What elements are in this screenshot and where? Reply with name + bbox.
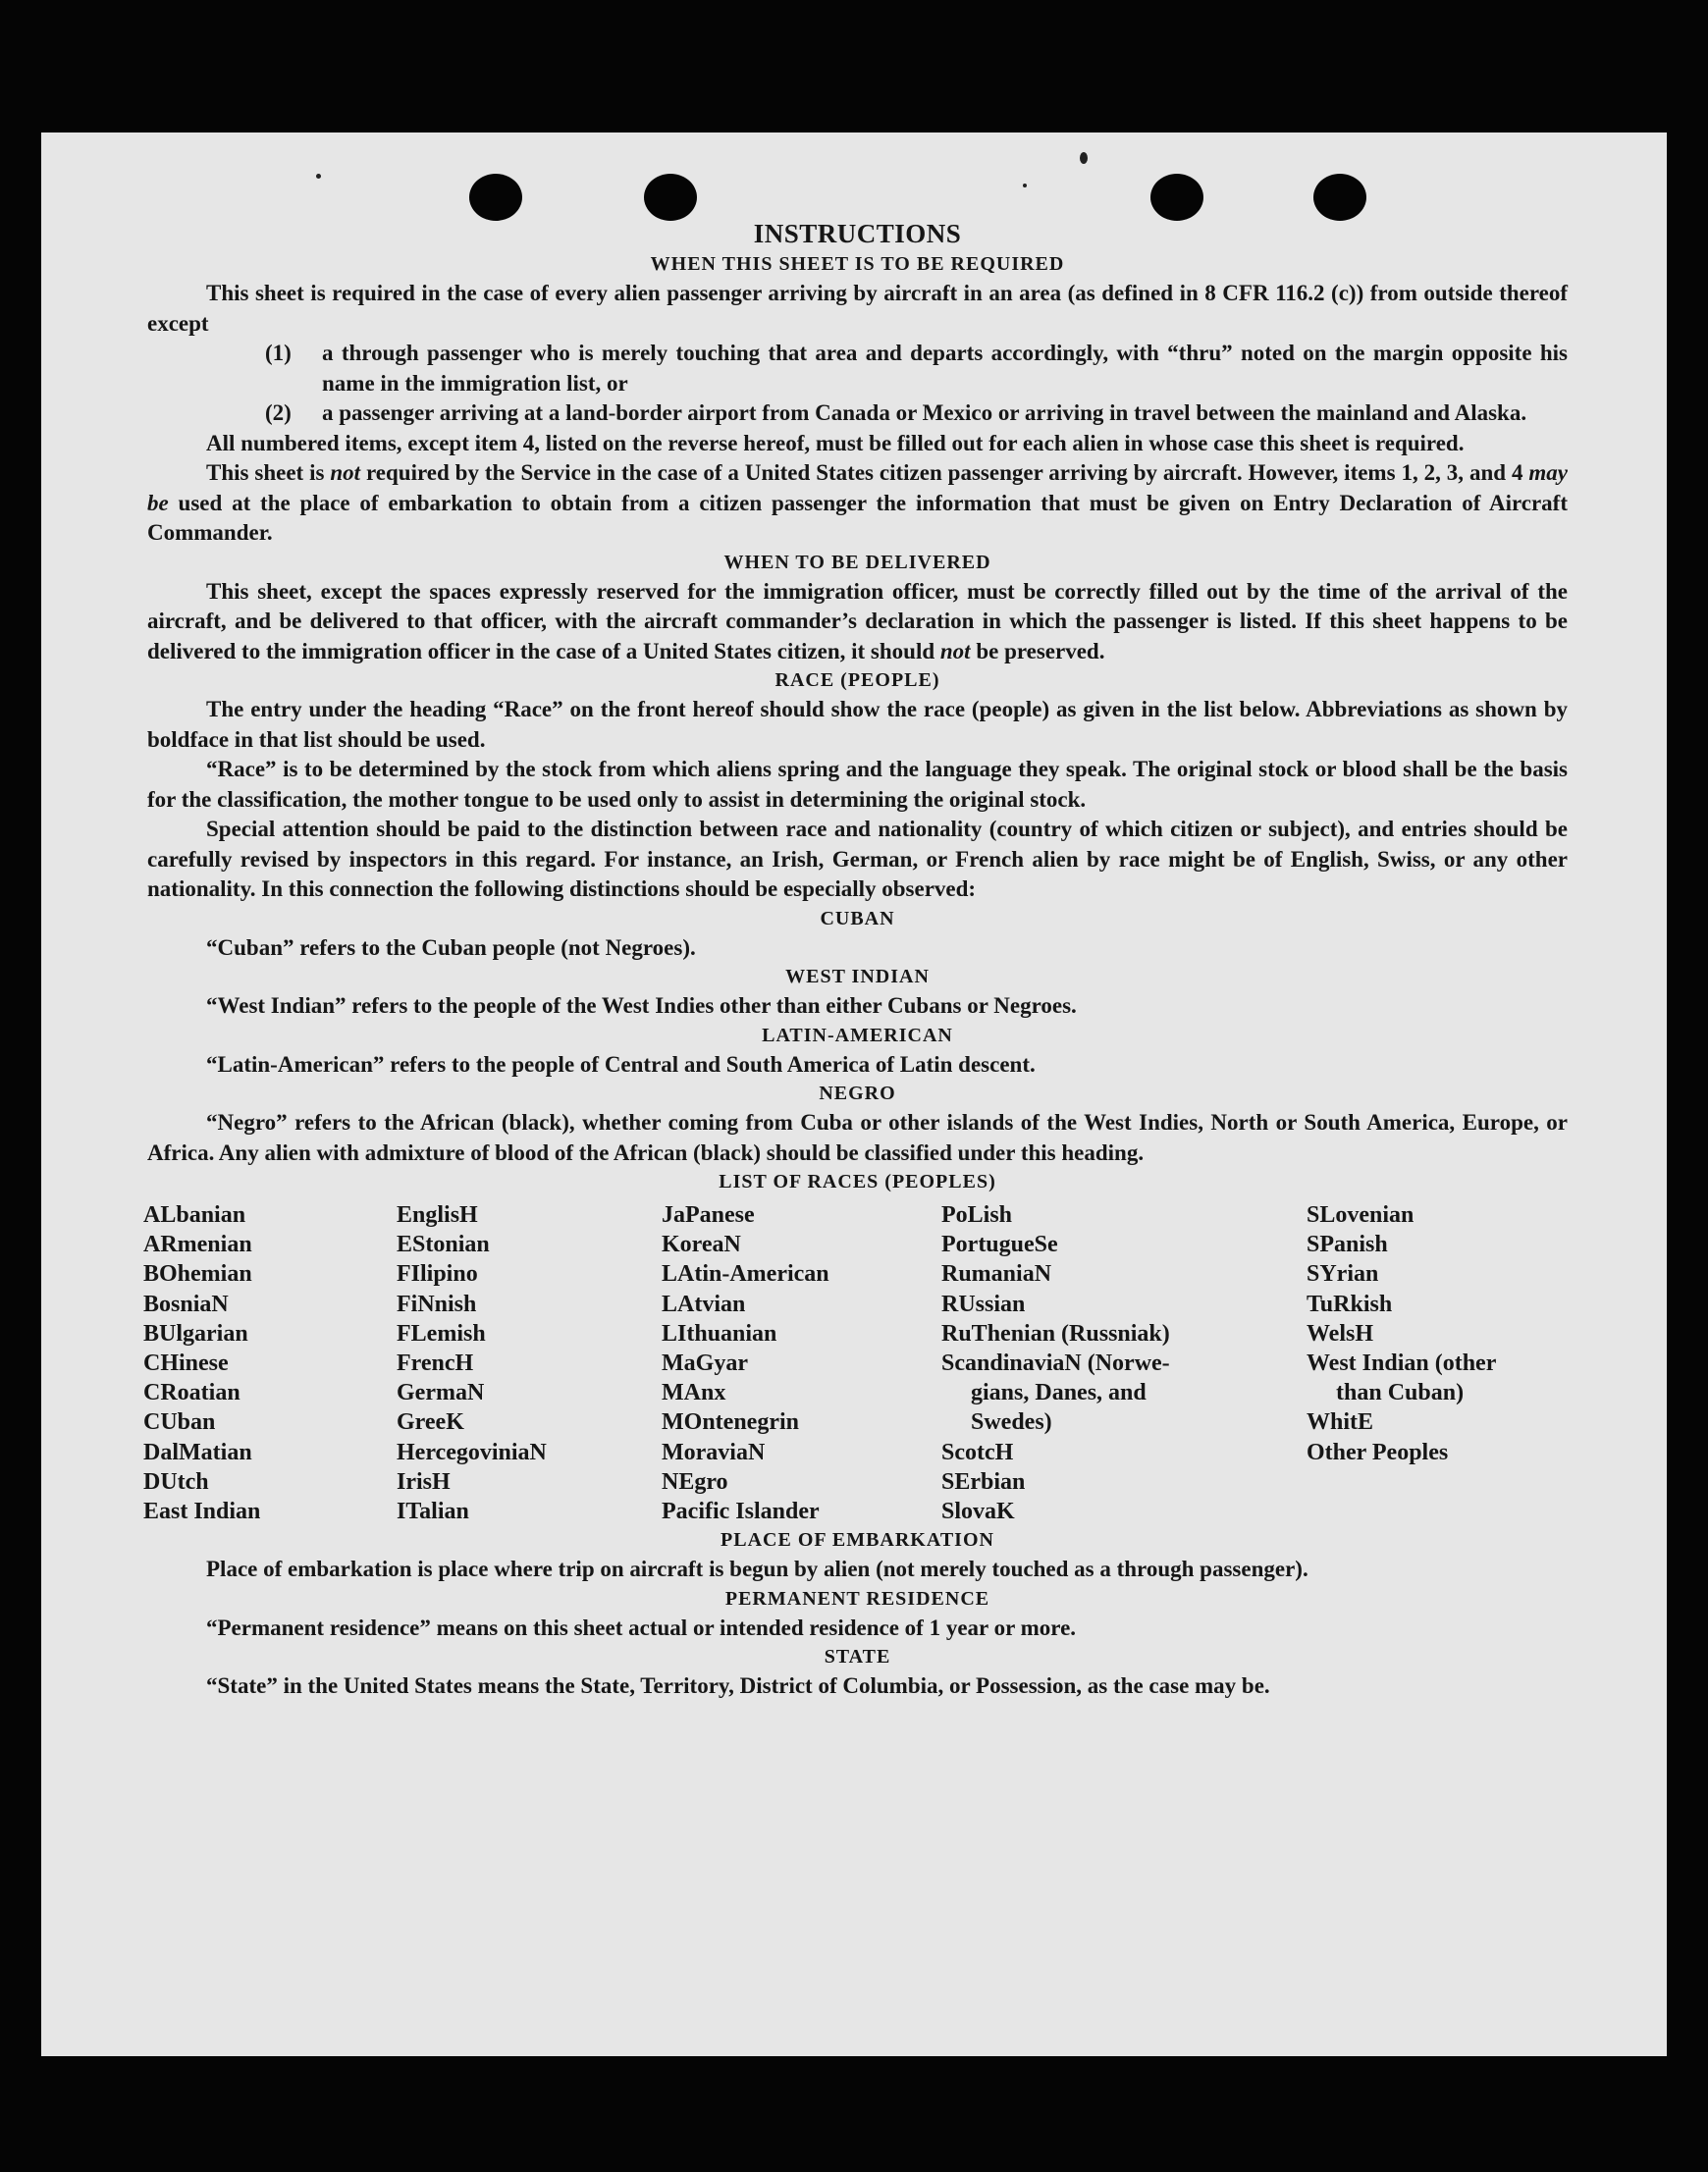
race-entry: MoraviaN [662, 1439, 766, 1465]
list-item: (2) a passenger arriving at a land-border airport from Canada or Mexico or arriving in travel between the mainland and Alaska. [265, 400, 1527, 425]
heading-cuban: CUBAN [820, 907, 895, 929]
heading-state: STATE [824, 1646, 891, 1669]
punch-hole [1313, 174, 1366, 221]
race-entry: ScotcH [941, 1439, 1014, 1465]
race-entry: SYrian [1307, 1261, 1379, 1288]
race-entry: ITalian [397, 1499, 469, 1525]
heading-latin-american: LATIN-AMERICAN [762, 1024, 953, 1046]
paragraph: Place of embarkation is place where trip on aircraft is begun by alien (not merely touched as a through passenger). [206, 1557, 1308, 1582]
paragraph: Special attention should be paid to the distinction between race and nationality (country of which citizen or subject), and entries should be carefully revised by inspectors in this regard. For instance, an Irish, German, or French alien by race might be of English, Swiss, or any other nationality. In this connection the following distinctions should be especially observed: [147, 817, 1568, 901]
paragraph: “West Indian” refers to the people of the West Indies other than either Cubans or Negroes. [206, 993, 1077, 1018]
race-entry: FLemish [397, 1320, 486, 1347]
race-entry: CUban [143, 1409, 216, 1436]
instructions-content [143, 217, 1568, 1702]
list-item: (1) a through passenger who is merely touching that area and departs accordingly, with “thru” noted on the margin opposite his name in the immigration list, or [265, 341, 1568, 396]
race-entry: Swedes) [971, 1409, 1052, 1436]
race-entry: LAtvian [662, 1291, 746, 1317]
race-entry: gians, Danes, and [971, 1380, 1147, 1406]
race-entry: than Cuban) [1336, 1380, 1465, 1406]
race-entry: RuThenian (Russniak) [941, 1320, 1170, 1347]
heading-list-of-races: LIST OF RACES (PEOPLES) [719, 1171, 996, 1192]
race-entry: RUssian [941, 1291, 1026, 1317]
race-entry: LIthuanian [662, 1320, 777, 1347]
speck [1023, 184, 1027, 187]
race-entry: ARmenian [143, 1232, 252, 1258]
speck [1080, 152, 1088, 164]
race-entry: GreeK [397, 1409, 464, 1436]
race-entry: CHinese [143, 1351, 229, 1377]
paragraph: “Latin-American” refers to the people of Central and South America of Latin descent. [206, 1051, 1036, 1077]
race-entry: SPanish [1307, 1232, 1388, 1258]
race-entry: BUlgarian [143, 1320, 248, 1347]
race-entry: ALbanian [143, 1202, 246, 1228]
race-entry: PoLish [941, 1202, 1013, 1228]
punch-hole [1150, 174, 1203, 221]
heading-negro: NEGRO [819, 1083, 896, 1104]
race-entry: PortugueSe [941, 1232, 1058, 1258]
race-entry: East Indian [143, 1499, 261, 1525]
page-title: INSTRUCTIONS [753, 219, 962, 248]
race-entry: DalMatian [143, 1439, 252, 1465]
race-entry: LAtin-American [662, 1261, 829, 1288]
race-entry: JaPanese [662, 1202, 755, 1228]
race-entry: EnglisH [397, 1202, 478, 1228]
race-entry: SErbian [941, 1468, 1026, 1495]
race-entry: BOhemian [143, 1261, 252, 1288]
speck [316, 174, 321, 179]
race-entry: FrencH [397, 1351, 474, 1377]
paragraph: This sheet is not required by the Service in the case of a United States citizen passenger arriving by aircraft. However, items 1, 2, 3, and 4 may be used at the place of embarkation to obtain from a citizen passenger the information that must be given on Entry Declaration of Aircraft Commander. [147, 460, 1568, 545]
heading-permanent-residence: PERMANENT RESIDENCE [724, 1587, 990, 1610]
races-column [662, 1200, 941, 1526]
race-entry: EStonian [397, 1232, 490, 1258]
races-column [1307, 1200, 1564, 1526]
race-entry: HercegoviniaN [397, 1439, 547, 1465]
races-column [143, 1200, 397, 1526]
race-entry: MaGyar [662, 1351, 748, 1377]
heading-race: RACE (PEOPLE) [774, 669, 940, 691]
heading-place-of-embarkation: PLACE OF EMBARKATION [721, 1529, 994, 1552]
races-list [143, 1200, 1568, 1526]
race-entry: West Indian (other [1307, 1351, 1497, 1377]
heading-west-indian: WEST INDIAN [785, 966, 930, 987]
race-entry: RumaniaN [941, 1261, 1052, 1288]
races-column [397, 1200, 662, 1526]
race-entry: MAnx [662, 1380, 726, 1406]
race-entry: DUtch [143, 1468, 209, 1495]
heading-when-required: WHEN THIS SHEET IS TO BE REQUIRED [650, 253, 1065, 275]
paragraph: All numbered items, except item 4, listed on the reverse hereof, must be filled out for each alien in whose case this sheet is required. [206, 430, 1465, 455]
instruction-sheet [41, 132, 1667, 2056]
race-entry: IrisH [397, 1468, 451, 1495]
race-entry: MOntenegrin [662, 1409, 799, 1436]
paragraph: “Permanent residence” means on this sheet actual or intended residence of 1 year or more. [206, 1615, 1077, 1640]
punch-hole [644, 174, 697, 221]
paragraph: “Negro” refers to the African (black), whether coming from Cuba or other islands of the West Indies, North or South America, Europe, or Africa. Any alien with admixture of blood of the African (black) should be classified under this heading. [147, 1110, 1568, 1165]
heading-when-delivered: WHEN TO BE DELIVERED [723, 551, 991, 573]
race-entry: ScandinaviaN (Norwe- [941, 1351, 1170, 1377]
race-entry: FiNnish [397, 1291, 477, 1317]
race-entry: Pacific Islander [662, 1499, 820, 1525]
race-entry: FIlipino [397, 1261, 478, 1288]
race-entry: Other Peoples [1307, 1439, 1449, 1465]
paragraph: This sheet, except the spaces expressly reserved for the immigration officer, must be correctly filled out by the time of the arrival of the aircraft, and be delivered to that officer, with the aircraft commander’s declaration in which the passenger is listed. If this sheet happens to be delivered to the immigration officer in the case of a United States citizen, it should not be preserved. [147, 578, 1568, 663]
race-entry: CRoatian [143, 1380, 240, 1406]
punch-hole [469, 174, 522, 221]
race-entry: KoreaN [662, 1232, 741, 1258]
race-entry: TuRkish [1307, 1291, 1393, 1317]
race-entry: WhitE [1307, 1409, 1374, 1436]
race-entry: SlovaK [941, 1499, 1015, 1525]
races-column [941, 1200, 1307, 1526]
race-entry: SLovenian [1307, 1202, 1414, 1228]
paragraph: The entry under the heading “Race” on the front hereof should show the race (people) as given in the list below. Abbreviations as shown by boldface in that list should be used. [147, 697, 1568, 752]
race-entry: GermaN [397, 1380, 485, 1406]
paragraph: This sheet is required in the case of every alien passenger arriving by aircraft in an area (as defined in 8 CFR 116.2 (c)) from outside thereof except [147, 281, 1568, 336]
paragraph: “Cuban” refers to the Cuban people (not Negroes). [206, 934, 696, 960]
paragraph: “Race” is to be determined by the stock from which aliens spring and the language they speak. The original stock or blood shall be the basis for the classification, the mother tongue to be used only to assist in determining the original stock. [147, 757, 1568, 812]
race-entry: NEgro [662, 1468, 728, 1495]
race-entry: WelsH [1307, 1320, 1374, 1347]
paragraph: “State” in the United States means the State, Territory, District of Columbia, or Possession, as the case may be. [206, 1673, 1270, 1699]
race-entry: BosniaN [143, 1291, 229, 1317]
